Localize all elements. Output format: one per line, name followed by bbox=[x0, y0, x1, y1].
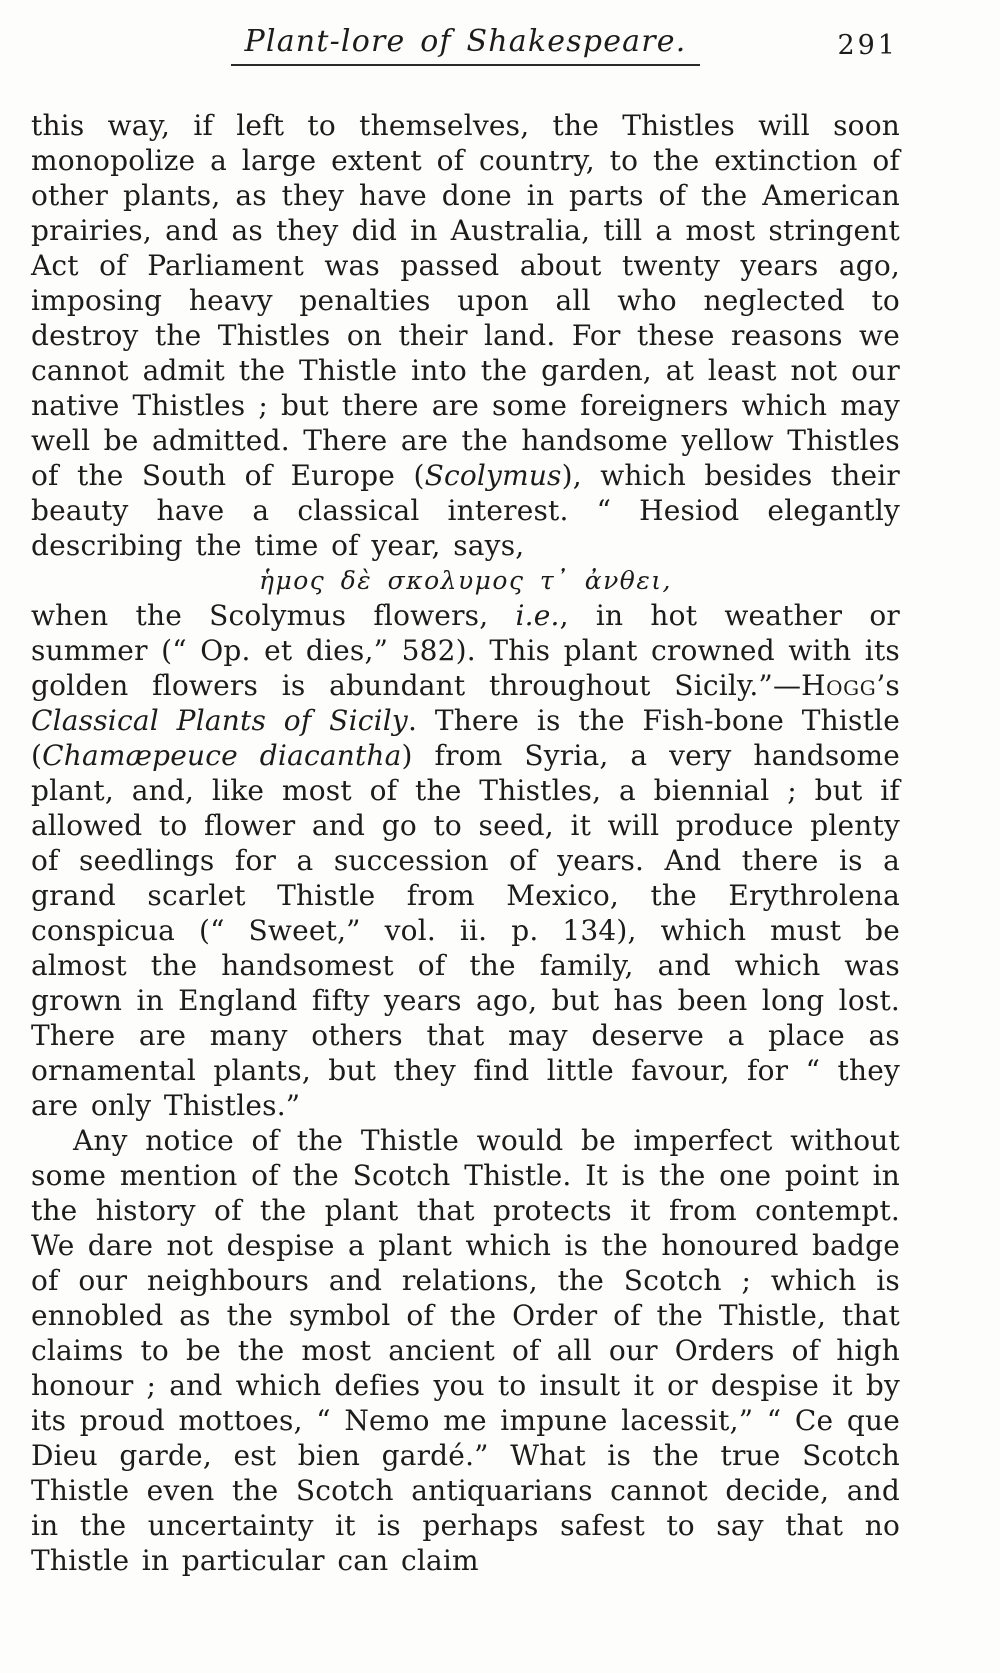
text-run-italic: Chamæpeuce diacantha bbox=[42, 739, 402, 772]
text-run: ), which besides their beauty have a classical interest. “ Hesiod elegantly describing the time of year, says, bbox=[31, 459, 900, 562]
text-run: Any notice of the Thistle would be imperfect without some mention of the Scotch Thistle. It is the one point in the history of the plant that protects it from contempt. We dare not despise a plant which is the honoured badge of our neighbours and relations, the Scotch ; which is ennobled as the symbol of the Order of the Thistle, that claims to be the most ancient of all our Orders of high honour ; and which defies you to insult it or despise it by its proud mottoes, “ Nemo me impune lacessit,” “ Ce que Dieu garde, est bien gardé.” What is the true Scotch Thistle even the Scotch antiquarians cannot decide, and in the uncertainty it is perhaps safest to say that no Thistle in particular can claim bbox=[31, 1124, 900, 1577]
paragraph bbox=[31, 1123, 900, 1578]
page-body bbox=[31, 108, 900, 1578]
text-run: this way, if left to themselves, the Thistles will soon monopolize a large extent of country, to the extinction of other plants, as they have done in parts of the American prairies, and as they did in Australia, till a most stringent Act of Parliament was passed about twenty years ago, imposing heavy penalties upon all who neglected to destroy the Thistles on their land. For these reasons we cannot admit the Thistle into the garden, at least not our native Thistles ; but there are some foreigners which may well be admitted. There are the handsome yellow Thistles of the South of Europe ( bbox=[31, 109, 900, 492]
text-run: ’s bbox=[876, 669, 900, 702]
text-run-italic: i.e. bbox=[515, 599, 560, 632]
paragraph bbox=[31, 598, 900, 1123]
text-run: when the Scolymus flowers, bbox=[31, 599, 516, 632]
text-run: ) from Syria, a very handsome plant, and, like most of the Thistles, a biennial ; but if allowed to flower and go to seed, it will produce plenty of seedlings for a succession of years. And there is a grand scarlet Thistle from Mexico, the Erythrolena conspicua (“ Sweet,” vol. ii. p. 134), which must be almost the handsomest of the family, and which was grown in England fifty years ago, but has been long lost. There are many others that may deserve a place as ornamental plants, but they find little favour, for “ they are only Thistles.” bbox=[31, 739, 900, 1122]
greek-quotation: ἡμος δὲ σκολυμος τ᾽ ἀνθει, bbox=[258, 566, 672, 595]
text-run-italic: Scolymus bbox=[424, 459, 562, 492]
paragraph bbox=[31, 108, 900, 563]
page-title: Plant-lore of Shakespeare. bbox=[231, 24, 701, 66]
page-number: 291 bbox=[837, 30, 898, 61]
text-run-italic: Classical Plants of Sicily bbox=[31, 704, 408, 737]
running-head bbox=[31, 24, 900, 82]
text-run: . There is the Fish-bone Thistle ( bbox=[31, 704, 900, 772]
text-run: , in hot weather or summer (“ Op. et dies,” 582). This plant crowned with its golden flowers is abundant throughout Sicily.”— bbox=[31, 599, 900, 702]
text-run-smallcaps: Hogg bbox=[801, 669, 877, 702]
